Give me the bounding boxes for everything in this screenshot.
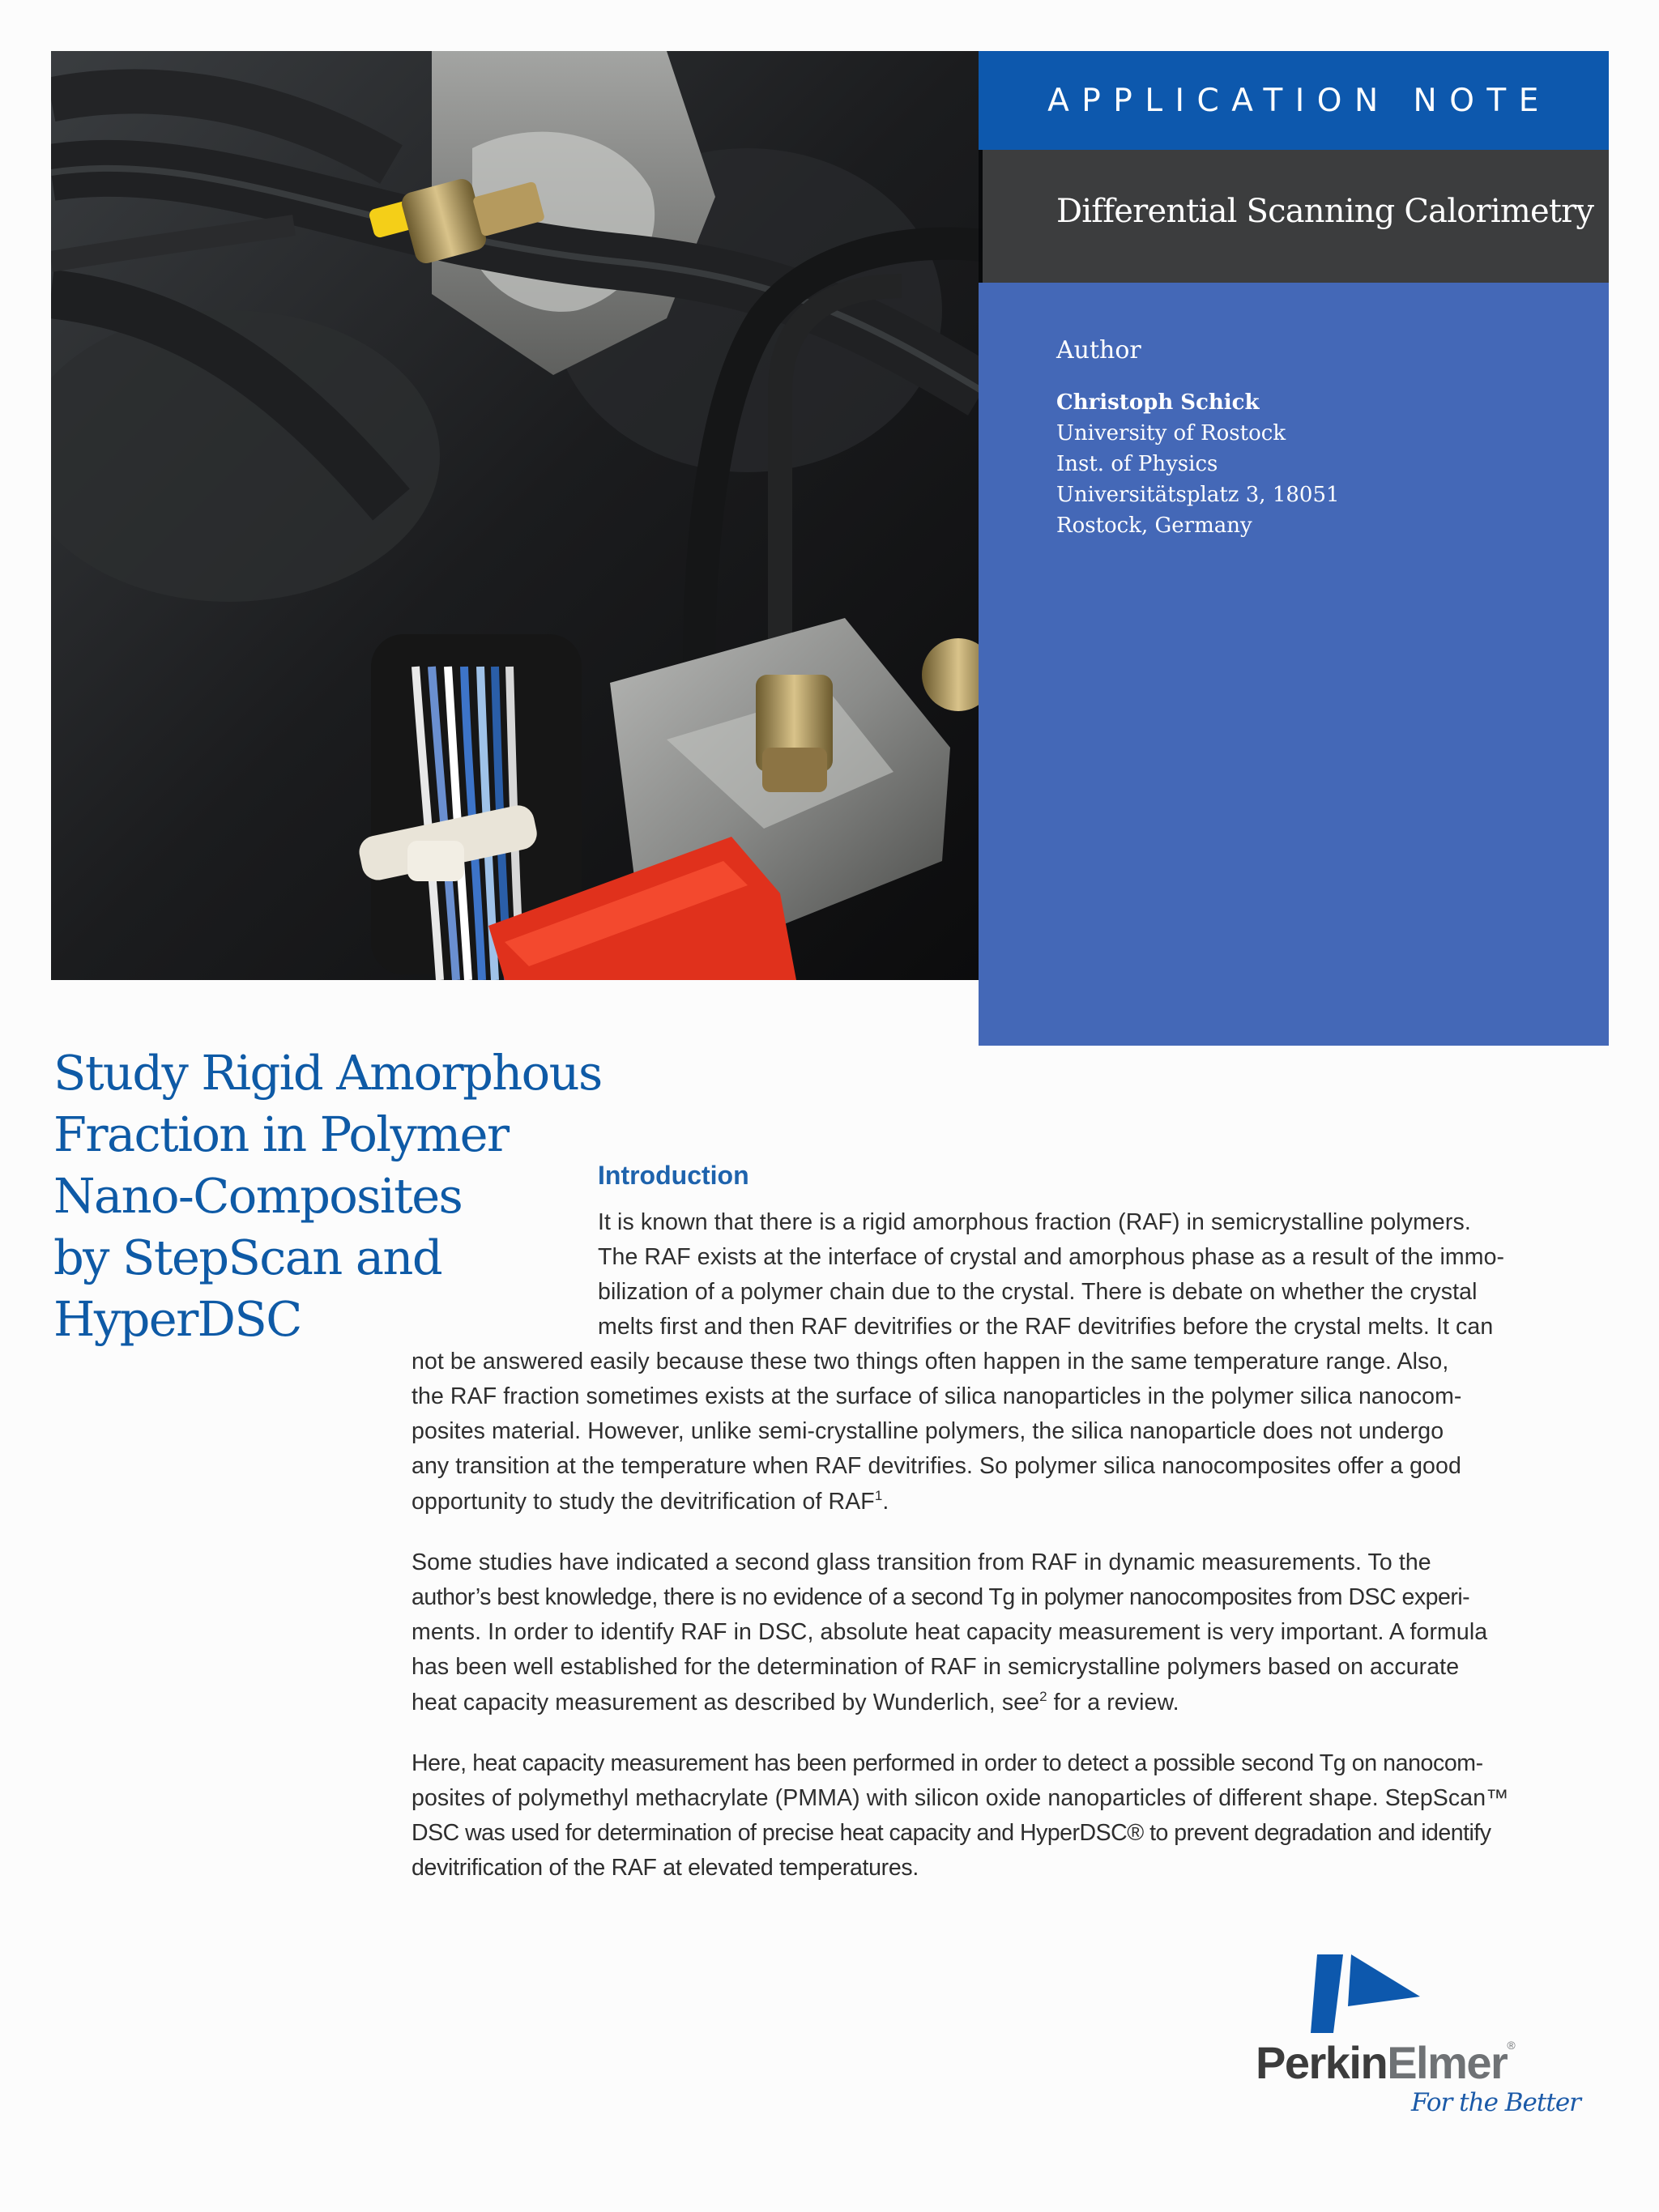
body-line: Some studies have indicated a second glass transition from RAF in dynamic measurements. To the <box>412 1549 1431 1575</box>
hero-photo <box>51 51 983 980</box>
body-line <box>412 1488 889 1515</box>
application-note-label: APPLICATION NOTE <box>979 51 1609 150</box>
title-line: Fraction in Polymer <box>53 1106 509 1162</box>
author-details <box>1056 387 1340 541</box>
registered-mark: ® <box>1507 2039 1515 2052</box>
body-line: bilization of a polymer chain due to the crystal. There is debate on whether the crystal <box>598 1279 1478 1305</box>
author-affiliation-line: Universitätsplatz 3, 18051 <box>1056 483 1340 507</box>
body-text: heat capacity measurement as described by Wunderlich, see <box>412 1690 1040 1715</box>
body-line: ments. In order to identify RAF in DSC, absolute heat capacity measurement is very important. A formula <box>412 1619 1488 1645</box>
body-line: author’s best knowledge, there is no evidence of a second Tg in polymer nanocomposites from DSC experi- <box>412 1584 1470 1610</box>
title-line: Nano-Composites <box>53 1168 463 1224</box>
author-affiliation-line: Rostock, Germany <box>1056 514 1252 538</box>
reference-superscript: 2 <box>1039 1689 1047 1704</box>
body-line: has been well established for the determination of RAF in semicrystalline polymers based on accurate <box>412 1654 1460 1680</box>
title-line: Study Rigid Amorphous <box>53 1045 602 1101</box>
introduction-heading: Introduction <box>598 1161 749 1190</box>
body-text: opportunity to study the devitrification of RAF <box>412 1489 875 1515</box>
logo-word-perkin: Perkin <box>1256 2037 1388 2088</box>
logo-word-elmer: Elmer <box>1387 2037 1508 2088</box>
body-line <box>412 1689 1179 1716</box>
body-line: It is known that there is a rigid amorphous fraction (RAF) in semicrystalline polymers. <box>598 1209 1471 1235</box>
perkinelmer-p-icon <box>1311 1948 1424 2037</box>
author-label: Author <box>1056 336 1141 364</box>
body-line: not be answered easily because these two things often happen in the same temperature range. Also, <box>412 1349 1449 1375</box>
body-line: Here, heat capacity measurement has been performed in order to detect a possible second Tg on nanocom- <box>412 1750 1483 1776</box>
logo-tagline: For the Better <box>1411 2088 1580 2117</box>
body-line: The RAF exists at the interface of crystal and amorphous phase as a result of the immo- <box>598 1244 1505 1270</box>
body-line: devitrification of the RAF at elevated temperatures. <box>412 1855 919 1881</box>
body-line: the RAF fraction sometimes exists at the surface of silica nanoparticles in the polymer silica nanocom- <box>412 1383 1462 1409</box>
body-line: DSC was used for determination of precise heat capacity and HyperDSC® to prevent degradation and identify <box>412 1820 1491 1846</box>
title-line: HyperDSC <box>53 1291 301 1347</box>
perkinelmer-wordmark <box>1256 2039 1514 2086</box>
body-line: any transition at the temperature when RAF devitrifies. So polymer silica nanocomposites offer a good <box>412 1453 1461 1479</box>
document-subtitle: Differential Scanning Calorimetry <box>1056 193 1594 230</box>
author-affiliation-line: Inst. of Physics <box>1056 452 1218 476</box>
author-affiliation-line: University of Rostock <box>1056 421 1286 445</box>
body-line: melts first and then RAF devitrifies or the RAF devitrifies before the crystal melts. It can <box>598 1314 1494 1340</box>
reference-superscript: 1 <box>874 1488 883 1503</box>
engine-photo-illustration <box>51 51 983 980</box>
body-line: posites material. However, unlike semi-crystalline polymers, the silica nanoparticle does not undergo <box>412 1418 1444 1444</box>
body-line: posites of polymethyl methacrylate (PMMA) with silicon oxide nanoparticles of different shape. StepScan™ <box>412 1785 1509 1811</box>
title-line: by StepScan and <box>53 1230 441 1285</box>
body-text: for a review. <box>1047 1690 1179 1715</box>
document-title <box>53 1042 604 1350</box>
author-name: Christoph Schick <box>1056 390 1260 415</box>
body-text: . <box>882 1489 889 1515</box>
author-panel <box>979 283 1609 1046</box>
